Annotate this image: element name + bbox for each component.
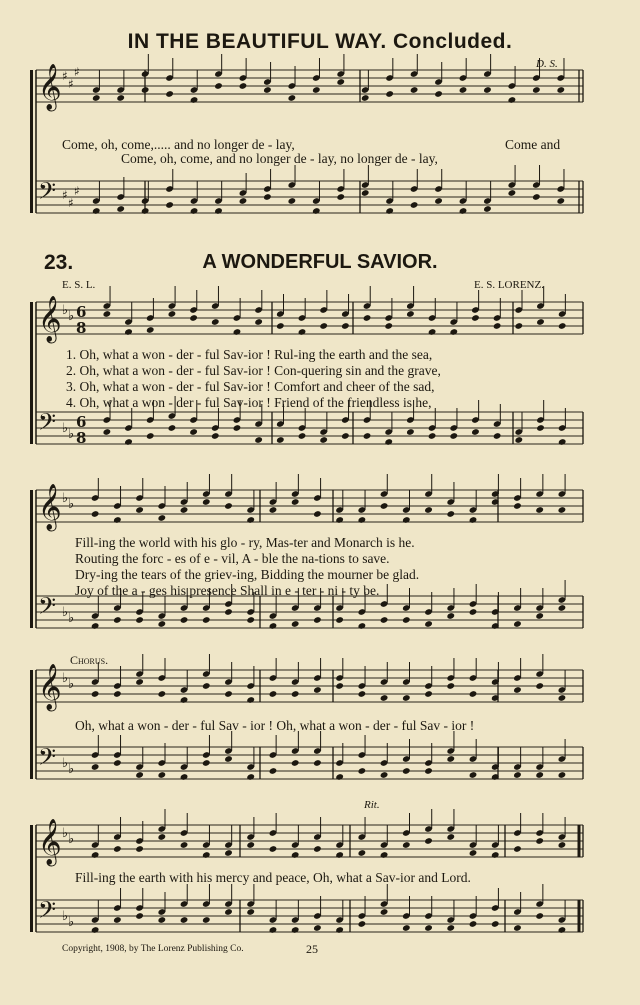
chorus-lyric-2: Fill-ing the earth with his mercy and peace, Oh, what a Sav-ior and Lord. bbox=[75, 870, 471, 885]
system-2-key-flat: ♭ bbox=[62, 303, 69, 318]
system-1-bass-note bbox=[165, 201, 174, 209]
system-5-bass-note bbox=[135, 912, 144, 920]
system-2-bass-note bbox=[449, 432, 458, 440]
system-5-treble-note bbox=[402, 841, 411, 849]
system-1-bass-note bbox=[92, 207, 101, 215]
system-3-bass-note bbox=[246, 616, 255, 624]
system-2-treble-note bbox=[406, 310, 415, 318]
hymn2-number: 23. bbox=[44, 251, 74, 274]
chorus-label: Chorus. bbox=[70, 653, 109, 667]
system-5-bass-note bbox=[491, 920, 500, 928]
system-5-treble-note bbox=[380, 851, 389, 859]
system-5-bass-note bbox=[358, 920, 367, 928]
system-5-bass-note bbox=[313, 924, 322, 932]
system-2-treble-note bbox=[536, 318, 545, 326]
system-2-bass-note bbox=[558, 438, 567, 446]
system-1-treble-note bbox=[532, 86, 541, 94]
system-5-treble-note bbox=[535, 837, 544, 845]
system-2-key-flat: ♭ bbox=[68, 309, 75, 324]
system-2-bass-note bbox=[493, 432, 502, 440]
system-4-bass-note bbox=[446, 755, 455, 763]
system-2-bass-note bbox=[189, 428, 198, 436]
system-1-key-sharp: ♯ bbox=[74, 65, 80, 79]
system-1-treble-note bbox=[336, 78, 345, 86]
system-4-bass-note bbox=[558, 771, 567, 779]
system-3-treble-note bbox=[313, 510, 322, 518]
system-5-bass-note bbox=[202, 916, 211, 924]
system-5-treble-note bbox=[491, 851, 500, 859]
system-5-treble-note bbox=[558, 841, 567, 849]
system-2-treble-note bbox=[449, 328, 458, 336]
system-5-bass-note bbox=[291, 926, 300, 934]
system-1-bass-note bbox=[410, 201, 419, 209]
system-2-bass-note bbox=[363, 432, 372, 440]
system-3-treble-note bbox=[513, 502, 522, 510]
hymn1-lyric-line2: Come, oh, come, and no longer de - lay, no longer de - lay, bbox=[121, 151, 438, 166]
system-3-bass-note bbox=[313, 616, 322, 624]
system-4-key-flat: ♭ bbox=[62, 756, 69, 771]
system-1-treble-note bbox=[214, 82, 223, 90]
system-5-treble-note bbox=[358, 849, 367, 857]
system-4-bass-note bbox=[313, 759, 322, 767]
system-4-bass-note bbox=[91, 763, 100, 771]
system-1-bass-note bbox=[532, 193, 541, 201]
system-4-treble-note bbox=[335, 682, 344, 690]
system-2-treble-note bbox=[514, 322, 523, 330]
system-3-bass-note bbox=[535, 612, 544, 620]
system-1-bass-note bbox=[556, 197, 565, 205]
system-5-bass-note bbox=[446, 924, 455, 932]
system-4-bass-note bbox=[157, 771, 166, 779]
system-2-key-flat: ♭ bbox=[62, 421, 69, 436]
system-3-treble-note bbox=[358, 516, 367, 524]
system-1-bass-note bbox=[483, 205, 492, 213]
system-5-treble-note bbox=[113, 845, 122, 853]
system-3-bass-note bbox=[335, 616, 344, 624]
system-1-bass-note bbox=[336, 193, 345, 201]
system-3-brace bbox=[30, 490, 33, 628]
system-3-treble-note bbox=[424, 506, 433, 514]
system-4-treble-note bbox=[380, 694, 389, 702]
system-5-bass-note bbox=[558, 926, 567, 934]
system-4-treble-note bbox=[180, 696, 189, 704]
system-4-treble-clef: 𝄞 bbox=[38, 664, 62, 710]
system-3-bass-note bbox=[558, 604, 567, 612]
system-5-treble-note bbox=[469, 849, 478, 857]
system-3-treble-note bbox=[269, 506, 278, 514]
copyright: Copyright, 1908, by The Lorenz Publishing Co. bbox=[62, 944, 244, 954]
system-3-bass-note bbox=[180, 616, 189, 624]
system-4-treble-note bbox=[446, 682, 455, 690]
system-2-bass-note bbox=[384, 438, 393, 446]
system-5-bass-note bbox=[224, 908, 233, 916]
system-4-key-flat: ♭ bbox=[68, 677, 75, 692]
system-1-key-sharp: ♯ bbox=[62, 69, 68, 83]
system-1-treble-note bbox=[483, 86, 492, 94]
system-5-treble-note bbox=[335, 851, 344, 859]
system-3-treble-note bbox=[291, 498, 300, 506]
system-3-treble-note bbox=[180, 506, 189, 514]
system-3-treble-note bbox=[246, 516, 255, 524]
system-3-treble-note bbox=[91, 510, 100, 518]
system-5-bass-clef: 𝄢 bbox=[38, 896, 57, 929]
system-5-treble-note bbox=[91, 851, 100, 859]
system-2-bass-note bbox=[319, 436, 328, 444]
system-3-bass-note bbox=[224, 608, 233, 616]
system-5-bass-note bbox=[402, 924, 411, 932]
system-1-treble-note bbox=[459, 86, 468, 94]
system-1-treble-clef: 𝄞 bbox=[38, 64, 62, 110]
system-1-bass-note bbox=[288, 197, 297, 205]
system-5-bass-note bbox=[246, 908, 255, 916]
system-3-treble-note bbox=[202, 498, 211, 506]
system-3-bass-note bbox=[446, 612, 455, 620]
system-3-bass-clef: 𝄢 bbox=[38, 592, 57, 625]
system-4-bass-note bbox=[291, 759, 300, 767]
system-1-bass-note bbox=[239, 197, 248, 205]
system-1-treble-note bbox=[556, 86, 565, 94]
system-1-treble-note bbox=[165, 90, 174, 98]
system-4-key-flat: ♭ bbox=[62, 671, 69, 686]
verse2-part1: 2. Oh, what a won - der - ful Sav-ior ! Con-quering sin and the grave, bbox=[66, 363, 441, 378]
system-1-bass-note bbox=[312, 207, 321, 215]
system-4-treble-note bbox=[135, 678, 144, 686]
system-5-bass-note bbox=[335, 926, 344, 934]
system-4-bass-note bbox=[535, 771, 544, 779]
system-2-treble-note bbox=[103, 310, 112, 318]
system-5-treble-clef: 𝄞 bbox=[38, 819, 62, 865]
system-2-bass-note bbox=[536, 424, 545, 432]
system-2-treble-note bbox=[298, 328, 307, 336]
page-number: 25 bbox=[306, 942, 318, 956]
hymn1-suffix: Concluded. bbox=[393, 30, 513, 53]
system-4-bass-note bbox=[513, 771, 522, 779]
system-5-key-flat: ♭ bbox=[62, 826, 69, 841]
system-2-treble-note bbox=[471, 314, 480, 322]
system-5-treble-note bbox=[157, 833, 166, 841]
system-1-treble-note bbox=[434, 90, 443, 98]
system-1-bass-note bbox=[508, 189, 517, 197]
system-2-treble-note bbox=[211, 318, 220, 326]
system-4-treble-note bbox=[358, 690, 367, 698]
system-3-treble-note bbox=[469, 516, 478, 524]
system-4-treble-note bbox=[402, 694, 411, 702]
system-1-treble-note bbox=[288, 94, 297, 102]
system-2-treble-note bbox=[428, 328, 437, 336]
system-2-treble-note bbox=[341, 322, 350, 330]
system-3-bass-note bbox=[513, 620, 522, 628]
system-2-treble-note bbox=[493, 322, 502, 330]
system-2-time-sig: 8 bbox=[76, 429, 87, 447]
system-2-treble-note bbox=[558, 322, 567, 330]
author-text: E. S. L. bbox=[62, 279, 96, 291]
system-1-treble-note bbox=[361, 94, 370, 102]
verse3-part2: Dry-ing the tears of the griev-ing, Bidding the mourner be glad. bbox=[75, 567, 420, 582]
verse1-part1: 1. Oh, what a won - der - ful Sav-ior ! Rul-ing the earth and the sea, bbox=[66, 347, 433, 362]
system-4-treble-note bbox=[91, 690, 100, 698]
system-2-bass-note bbox=[276, 436, 285, 444]
system-3-treble-note bbox=[380, 502, 389, 510]
system-2-bass-note bbox=[103, 428, 112, 436]
verse2-part2: Routing the forc - es of e - vil, A - ble the na-tions to save. bbox=[75, 551, 390, 566]
hymn1-title: IN THE BEAUTIFUL WAY. bbox=[127, 30, 387, 53]
system-3-treble-note bbox=[535, 506, 544, 514]
system-5-treble-note bbox=[202, 851, 211, 859]
system-1-bass-note bbox=[459, 207, 468, 215]
system-1-bass-note bbox=[434, 197, 443, 205]
system-4-bass-note bbox=[380, 771, 389, 779]
system-1-treble-note bbox=[92, 94, 101, 102]
system-5-treble-note bbox=[246, 841, 255, 849]
system-3-treble-note bbox=[135, 506, 144, 514]
system-4-bass-note bbox=[269, 767, 278, 775]
system-4-bass-note bbox=[246, 773, 255, 781]
system-2-treble-clef: 𝄞 bbox=[38, 296, 62, 342]
system-2-bass-note bbox=[341, 432, 350, 440]
system-1-treble-note bbox=[385, 90, 394, 98]
system-4-brace bbox=[30, 670, 33, 779]
system-1-bass-note bbox=[361, 189, 370, 197]
system-1-bass-note bbox=[214, 207, 223, 215]
system-2-bass-note bbox=[254, 436, 263, 444]
system-3-treble-note bbox=[558, 506, 567, 514]
system-2-key-flat: ♭ bbox=[68, 427, 75, 442]
system-5-bass-note bbox=[91, 926, 100, 934]
system-1-bass-note bbox=[385, 207, 394, 215]
system-2-bass-note bbox=[124, 438, 133, 446]
system-5-key-flat: ♭ bbox=[68, 832, 75, 847]
system-3-bass-note bbox=[469, 608, 478, 616]
system-4-bass-note bbox=[224, 755, 233, 763]
system-3-treble-note bbox=[402, 516, 411, 524]
system-3-bass-note bbox=[269, 622, 278, 630]
system-4-treble-note bbox=[246, 696, 255, 704]
system-4-bass-note bbox=[180, 773, 189, 781]
system-5-bass-note bbox=[113, 916, 122, 924]
system-1-bass-note bbox=[190, 207, 199, 215]
system-2-treble-note bbox=[276, 322, 285, 330]
system-2-bass-note bbox=[514, 436, 523, 444]
system-2-bass-note bbox=[146, 432, 155, 440]
system-3-bass-note bbox=[202, 616, 211, 624]
system-3-treble-note bbox=[157, 514, 166, 522]
system-5-key-flat: ♭ bbox=[68, 915, 75, 930]
system-1-treble-note bbox=[410, 86, 419, 94]
system-4-treble-note bbox=[113, 690, 122, 698]
system-2-time-sig: 6 bbox=[76, 413, 87, 431]
system-3-bass-note bbox=[402, 616, 411, 624]
system-3-key-flat: ♭ bbox=[68, 611, 75, 626]
system-3-bass-note bbox=[135, 616, 144, 624]
system-3-treble-note bbox=[335, 516, 344, 524]
system-1-key-sharp: ♯ bbox=[68, 196, 74, 210]
chorus-lyric-1: Oh, what a won - der - ful Sav - ior ! Oh, what a won - der - ful Sav - ior ! bbox=[75, 718, 475, 733]
system-2-brace bbox=[30, 302, 33, 444]
system-2-bass-note bbox=[406, 428, 415, 436]
verse3-part1: 3. Oh, what a won - der - ful Sav-ior ! Comfort and cheer of the sad, bbox=[66, 379, 435, 394]
system-5-bass-note bbox=[180, 916, 189, 924]
system-5-bass-note bbox=[424, 924, 433, 932]
system-5-treble-note bbox=[313, 845, 322, 853]
system-4-treble-note bbox=[291, 690, 300, 698]
verse4-part1: 4. Oh, what a won - der - ful Sav-ior ! Friend of the friendless is he, bbox=[66, 395, 432, 410]
system-2-treble-note bbox=[124, 328, 133, 336]
system-4-treble-note bbox=[469, 690, 478, 698]
system-4-treble-note bbox=[535, 682, 544, 690]
system-5-treble-note bbox=[291, 851, 300, 859]
system-3-bass-note bbox=[157, 620, 166, 628]
system-3-key-flat: ♭ bbox=[62, 491, 69, 506]
system-3-treble-note bbox=[446, 510, 455, 518]
system-2-treble-note bbox=[319, 322, 328, 330]
system-2-bass-note bbox=[233, 424, 242, 432]
system-5-treble-note bbox=[446, 833, 455, 841]
system-2-treble-note bbox=[146, 326, 155, 334]
system-4-key-flat: ♭ bbox=[68, 762, 75, 777]
system-2-treble-note bbox=[233, 328, 242, 336]
system-4-bass-note bbox=[335, 773, 344, 781]
system-5-treble-note bbox=[269, 845, 278, 853]
system-3-key-flat: ♭ bbox=[68, 497, 75, 512]
system-1-brace bbox=[30, 70, 33, 213]
system-4-bass-clef: 𝄢 bbox=[38, 743, 57, 776]
verse1-part2: Fill-ing the world with his glo - ry, Mas-ter and Monarch is he. bbox=[75, 535, 415, 550]
system-5-key-flat: ♭ bbox=[62, 909, 69, 924]
system-4-bass-note bbox=[469, 771, 478, 779]
system-1-key-sharp: ♯ bbox=[74, 184, 80, 198]
system-3-bass-note bbox=[358, 622, 367, 630]
system-1-treble-note bbox=[508, 96, 517, 104]
system-1-bass-clef: 𝄢 bbox=[38, 177, 57, 210]
system-5-treble-note bbox=[180, 841, 189, 849]
system-5-bass-note bbox=[535, 912, 544, 920]
system-5-treble-note bbox=[135, 845, 144, 853]
system-4-bass-note bbox=[113, 759, 122, 767]
system-4-treble-note bbox=[224, 690, 233, 698]
system-1-bass-note bbox=[263, 193, 272, 201]
system-2-bass-clef: 𝄢 bbox=[38, 408, 57, 441]
system-1-treble-note bbox=[116, 94, 125, 102]
system-3-key-flat: ♭ bbox=[62, 605, 69, 620]
system-5-bass-note bbox=[269, 926, 278, 934]
rit-mark: Rit. bbox=[364, 799, 380, 811]
system-5-treble-note bbox=[224, 849, 233, 857]
system-1-key-sharp: ♯ bbox=[62, 188, 68, 202]
system-5-treble-note bbox=[513, 845, 522, 853]
system-4-bass-note bbox=[202, 759, 211, 767]
system-3-treble-clef: 𝄞 bbox=[38, 484, 62, 530]
system-1-treble-note bbox=[239, 82, 248, 90]
system-4-treble-note bbox=[513, 686, 522, 694]
system-5-bass-note bbox=[157, 916, 166, 924]
system-4-treble-note bbox=[313, 686, 322, 694]
author-music: E. S. LORENZ. bbox=[474, 279, 544, 291]
system-2-treble-note bbox=[168, 310, 177, 318]
system-4-bass-note bbox=[135, 771, 144, 779]
system-3-bass-note bbox=[113, 616, 122, 624]
hymn2-title: A WONDERFUL SAVIOR. bbox=[202, 251, 438, 273]
system-5-bass-note bbox=[380, 908, 389, 916]
system-4-bass-note bbox=[424, 767, 433, 775]
system-2-bass-note bbox=[428, 432, 437, 440]
system-5-treble-note bbox=[424, 837, 433, 845]
system-4-treble-note bbox=[157, 690, 166, 698]
system-1-treble-note bbox=[190, 96, 199, 104]
system-4-bass-note bbox=[402, 767, 411, 775]
system-2-time-sig: 6 bbox=[76, 303, 87, 321]
system-2-time-sig: 8 bbox=[76, 319, 87, 337]
system-3-treble-note bbox=[113, 516, 122, 524]
system-2-bass-note bbox=[168, 424, 177, 432]
system-4-bass-note bbox=[358, 767, 367, 775]
system-3-bass-note bbox=[91, 622, 100, 630]
system-1-treble-note bbox=[141, 86, 150, 94]
system-5-bass-note bbox=[469, 920, 478, 928]
system-3-bass-note bbox=[291, 620, 300, 628]
hymn1-lyric-line1b: Come and bbox=[505, 137, 561, 152]
system-1-key-sharp: ♯ bbox=[68, 77, 74, 91]
system-4-treble-note bbox=[269, 690, 278, 698]
system-2-treble-note bbox=[254, 318, 263, 326]
verse4-part2: Joy of the a - ges his presence Shall in e - ter - ni - ty be. bbox=[75, 583, 380, 598]
system-2-treble-note bbox=[189, 314, 198, 322]
system-3-treble-note bbox=[224, 502, 233, 510]
system-3-bass-note bbox=[424, 620, 433, 628]
system-1-bass-note bbox=[141, 207, 150, 215]
system-2-treble-note bbox=[363, 314, 372, 322]
system-1-treble-note bbox=[312, 86, 321, 94]
system-2-bass-note bbox=[298, 432, 307, 440]
system-1-bass-note bbox=[116, 205, 125, 213]
system-3-bass-note bbox=[380, 616, 389, 624]
system-5-brace bbox=[30, 825, 33, 932]
hymn1-lyric-line1a: Come, oh, come,..... and no longer de - lay, bbox=[62, 137, 295, 152]
ds-mark: D. S. bbox=[536, 58, 558, 70]
system-5-bass-note bbox=[513, 924, 522, 932]
system-4-treble-note bbox=[202, 682, 211, 690]
system-2-bass-note bbox=[471, 428, 480, 436]
system-4-treble-note bbox=[424, 690, 433, 698]
system-4-treble-note bbox=[558, 694, 567, 702]
system-1-treble-note bbox=[263, 86, 272, 94]
system-2-treble-note bbox=[384, 322, 393, 330]
system-2-bass-note bbox=[211, 432, 220, 440]
